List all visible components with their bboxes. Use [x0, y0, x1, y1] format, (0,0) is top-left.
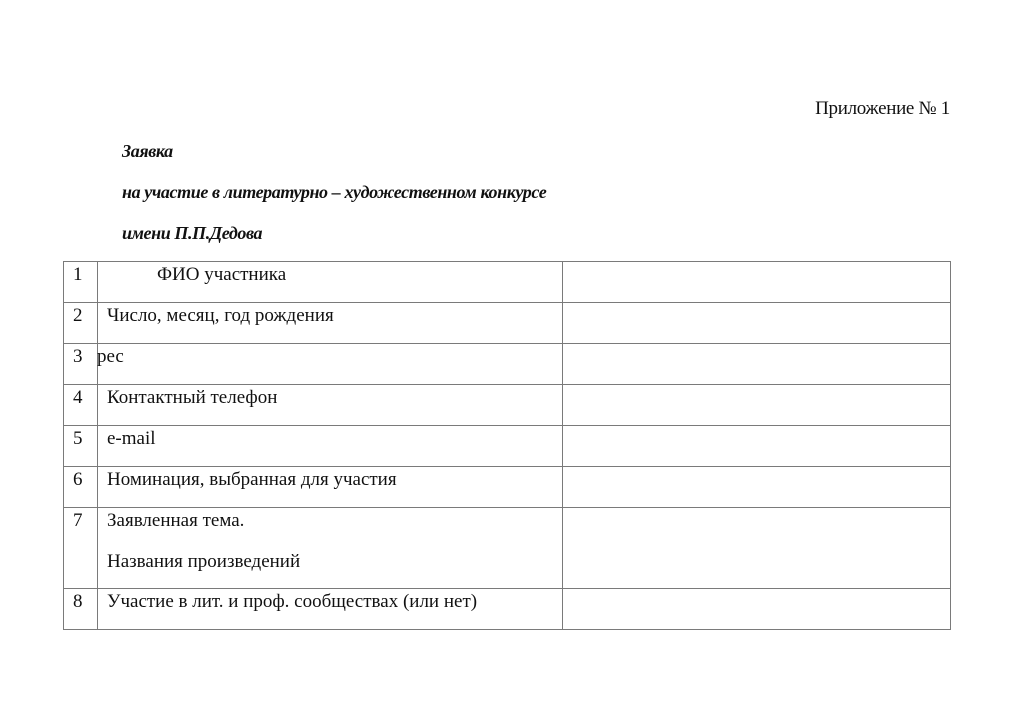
- table-row: [64, 262, 951, 303]
- value-cell-full-name[interactable]: [563, 262, 951, 303]
- row-label-birth-date: Число, месяц, год рождения: [98, 303, 563, 344]
- row-label-phone: Контактный телефон: [98, 385, 563, 426]
- row-label-theme-and-works: [98, 508, 563, 589]
- table-row: [64, 385, 951, 426]
- application-form-table: [63, 261, 951, 630]
- table-row: [64, 467, 951, 508]
- row-label-full-name: ФИО участника: [98, 262, 563, 303]
- table-row: [64, 589, 951, 630]
- table-row: [64, 508, 951, 589]
- row-number: 4: [64, 385, 98, 426]
- row-number: 5: [64, 426, 98, 467]
- row-label-address-text: рес: [97, 346, 124, 367]
- value-cell-birth-date[interactable]: [563, 303, 951, 344]
- value-cell-phone[interactable]: [563, 385, 951, 426]
- row-label-community-membership: Участие в лит. и проф. сообществах (или нет): [98, 589, 563, 630]
- row-number: 2: [64, 303, 98, 344]
- row-label-theme: Заявленная тема.: [107, 510, 245, 531]
- value-cell-community-membership[interactable]: [563, 589, 951, 630]
- document-title-line-3: имени П.П.Дедова: [122, 223, 263, 243]
- row-number: 7: [64, 508, 98, 589]
- document-title-line-2: на участие в литературно – художественном конкурсе: [122, 182, 547, 202]
- table-row: [64, 344, 951, 385]
- row-number: 3: [64, 344, 98, 385]
- value-cell-email[interactable]: [563, 426, 951, 467]
- row-label-address: [98, 344, 563, 385]
- row-number: 1: [64, 262, 98, 303]
- value-cell-address[interactable]: [563, 344, 951, 385]
- row-number: 8: [64, 589, 98, 630]
- table-row: [64, 303, 951, 344]
- row-label-email: e-mail: [98, 426, 563, 467]
- row-label-nomination: Номинация, выбранная для участия: [98, 467, 563, 508]
- table-row: [64, 426, 951, 467]
- row-label-work-titles: Названия произведений: [107, 551, 301, 572]
- row-number: 6: [64, 467, 98, 508]
- document-title-line-1: Заявка: [122, 141, 173, 161]
- value-cell-nomination[interactable]: [563, 467, 951, 508]
- value-cell-theme-and-works[interactable]: [563, 508, 951, 589]
- appendix-label: Приложение № 1: [815, 98, 950, 119]
